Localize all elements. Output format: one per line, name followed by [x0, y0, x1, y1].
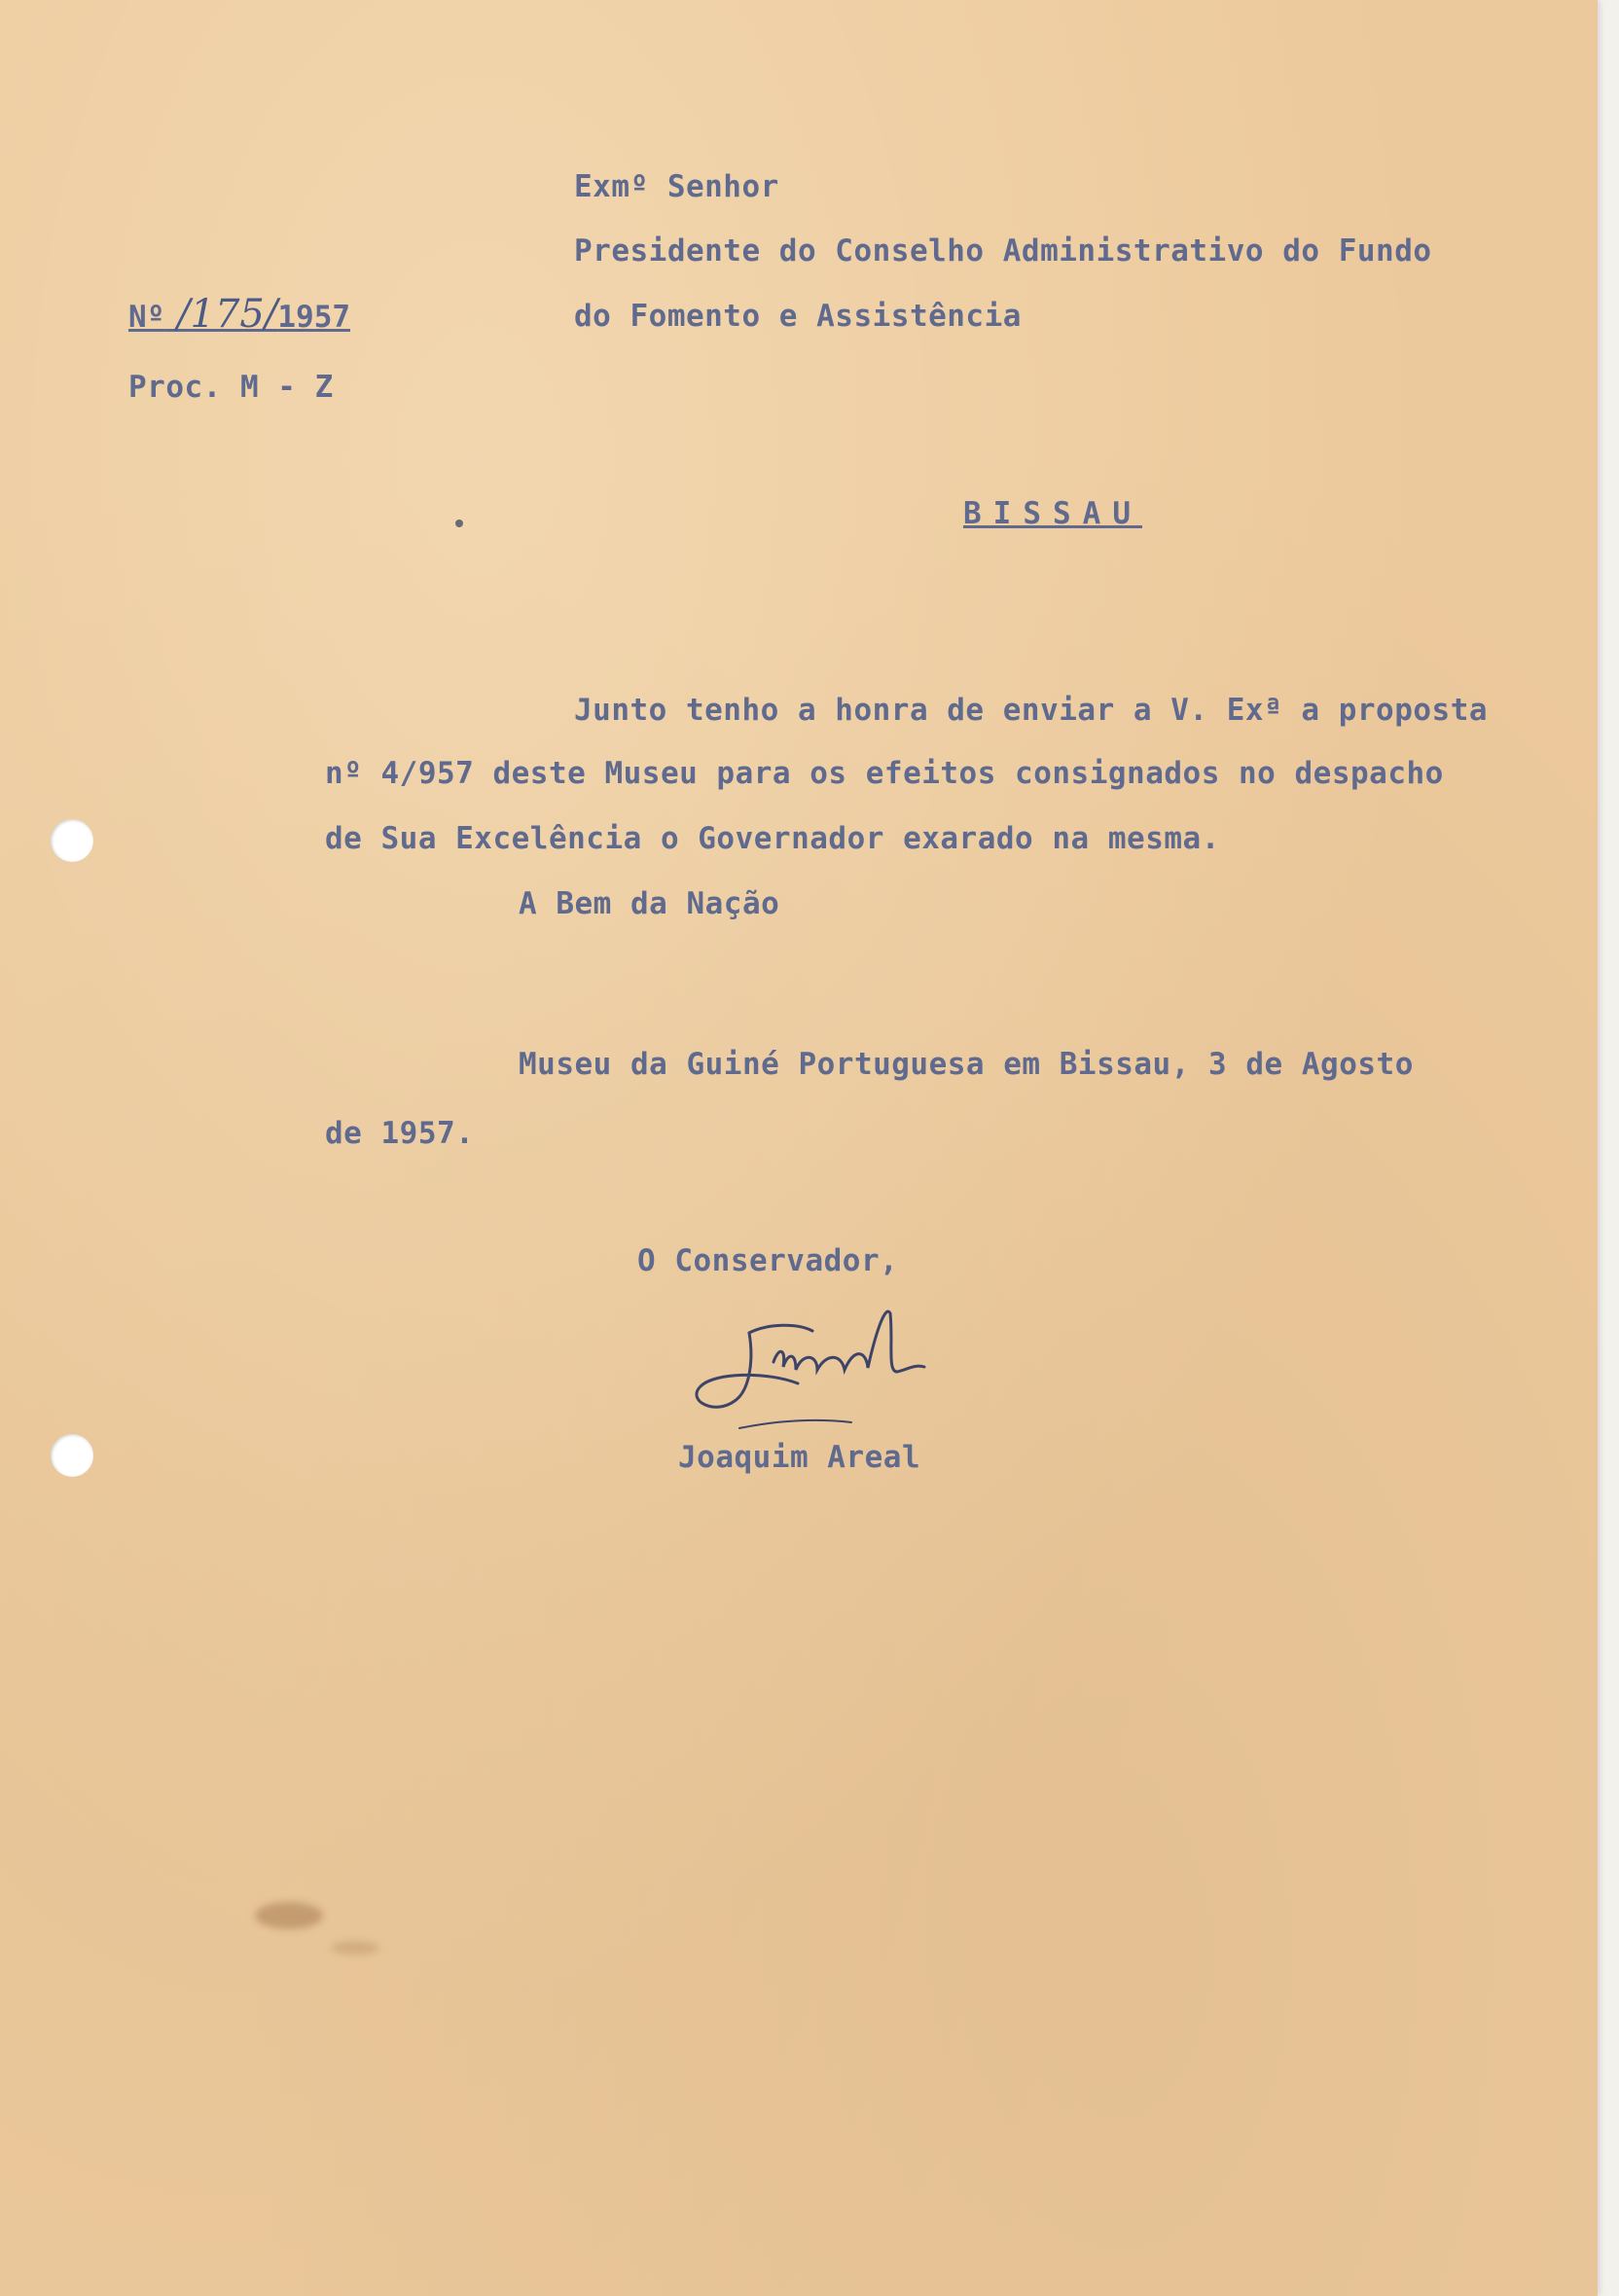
process-reference: Proc. M - Z — [128, 370, 334, 405]
handwritten-signature — [681, 1294, 973, 1440]
ink-speck — [455, 520, 463, 527]
punch-hole-top — [51, 819, 93, 862]
signatory-title: O Conservador, — [637, 1243, 899, 1278]
destination-city: BISSAU — [963, 496, 1142, 531]
body-line-1: Junto tenho a honra de enviar a V. Exª a proposta — [574, 693, 1489, 728]
reference-number — [128, 292, 350, 337]
reference-handwritten-number: /175/ — [164, 292, 278, 337]
punch-hole-bottom — [51, 1434, 93, 1477]
place-date-line-2: de 1957. — [325, 1116, 475, 1151]
reference-prefix: Nº — [128, 300, 165, 335]
body-line-3: de Sua Excelência o Governador exarado na mesma. — [325, 821, 1220, 856]
reference-year: 1957 — [277, 300, 351, 335]
closing-phrase: A Bem da Nação — [519, 886, 780, 921]
place-date-line-1: Museu da Guiné Portuguesa em Bissau, 3 de Agosto — [519, 1047, 1414, 1082]
paper-stain — [255, 1902, 323, 1929]
recipient-line-1: Presidente do Conselho Administrativo do Fundo — [574, 233, 1432, 269]
recipient-salutation: Exmº Senhor — [574, 169, 779, 204]
paper-stain — [331, 1941, 379, 1955]
signatory-name: Joaquim Areal — [678, 1440, 921, 1475]
recipient-line-2: do Fomento e Assistência — [574, 299, 1022, 334]
body-line-2: nº 4/957 deste Museu para os efeitos consignados no despacho — [325, 756, 1444, 791]
